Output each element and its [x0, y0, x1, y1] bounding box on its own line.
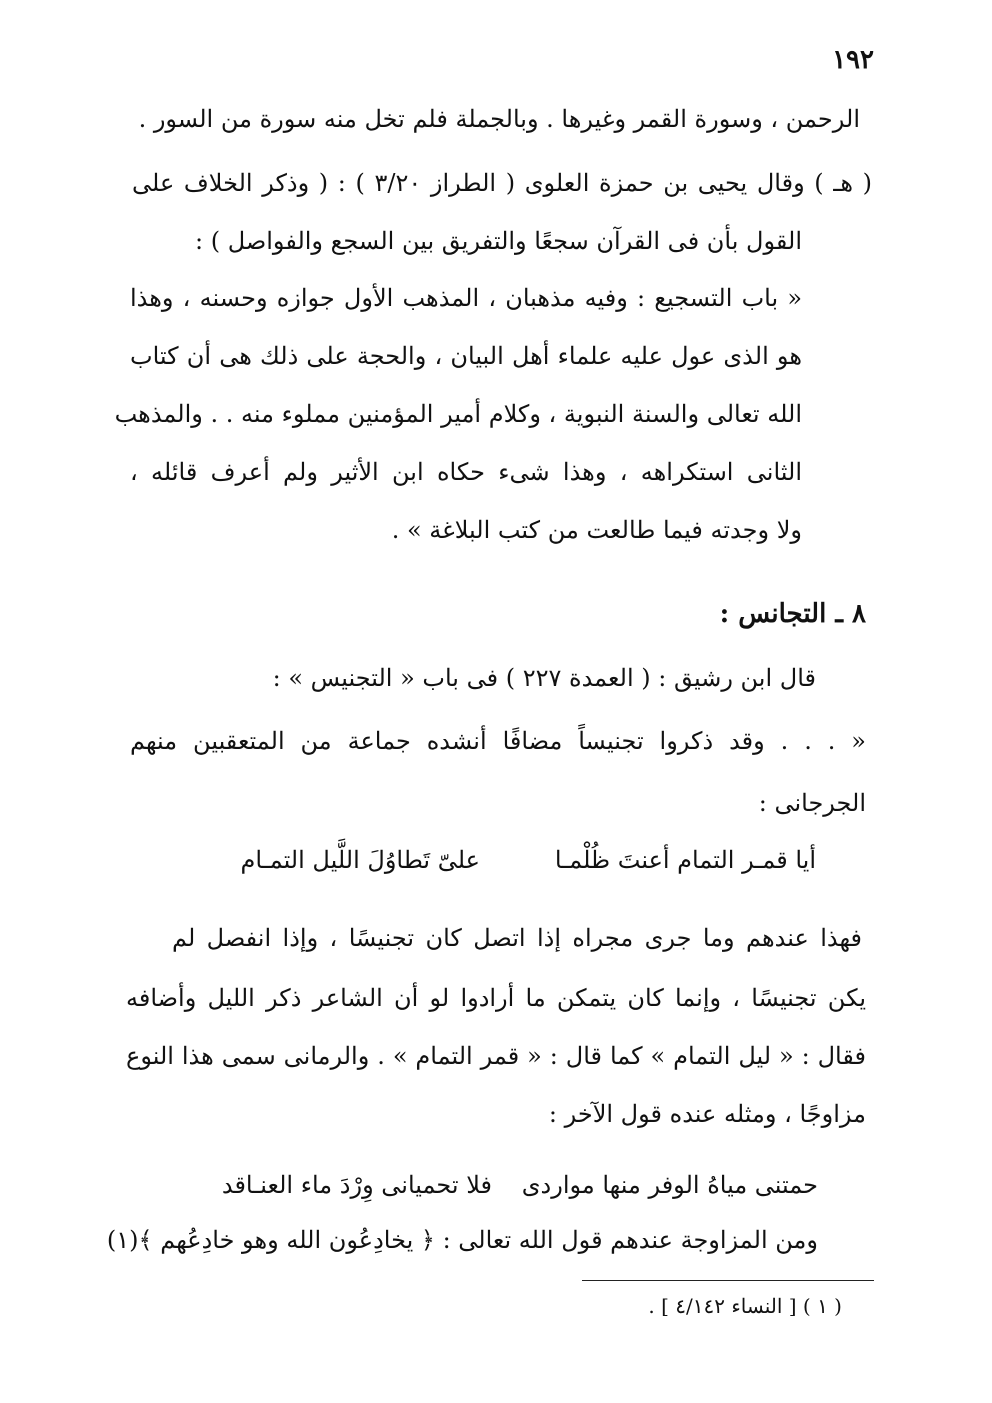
verse-hemistich-first: أيا قمـر التمام أعنتَ ظُلْمـا: [554, 846, 816, 874]
text-line: الرحمن ، وسورة القمر وغيرها . وبالجملة فلم تخل منه سورة من السور .: [138, 105, 860, 133]
text-line: القول بأن فى القرآن سجعًا والتفريق بين السجع والفواصل ) :: [194, 227, 802, 255]
text-line: فقال : « ليل التمام » كما قال : « قمر التمام » . والرمانى سمى هذا النوع: [126, 1042, 866, 1070]
verse-hemistich-first: حمتنى مياهُ الوفر منها مواردى: [521, 1171, 818, 1199]
footnote: ( ١ ) [ النساء ٤/١٤٢ ] .: [648, 1294, 842, 1318]
text-line: الثانى استكراهه ، وهذا شىء حكاه ابن الأثير ولم أعرف قائله ،: [130, 458, 802, 486]
text-line: ولا وجدته فيما طالعت من كتب البلاغة » .: [391, 516, 802, 544]
text-line: « باب التسجيع : وفيه مذهبان ، المذهب الأول جوازه وحسنه ، وهذا: [130, 284, 802, 312]
page-number: ١٩٢: [832, 45, 874, 75]
text-line: يكن تجنيسًا ، وإنما كان يتمكن ما أرادوا لو أن الشاعر ذكر الليل وأضافه: [126, 984, 866, 1012]
text-line: الله تعالى والسنة النبوية ، وكلام أمير المؤمنين مملوء منه . . والمذهب: [114, 400, 802, 428]
section-heading: ٨ ـ التجانس :: [719, 599, 866, 629]
verse-hemistich-second: فلا تحميانى وِرْدَ ماء العنـاقد: [221, 1171, 492, 1199]
verse-hemistich-second: علىّ تَطاوُلَ اللَّيل التمـام: [240, 846, 480, 874]
text-line: « . . . وقد ذكروا تجنيساً مضافًا أنشده جماعة من المتعقبين منهم: [130, 727, 866, 755]
text-line: ومن المزاوجة عندهم قول الله تعالى : ﴿ يخادِعُون الله وهو خادِعُهم ﴾(١): [106, 1226, 818, 1254]
text-line: قال ابن رشيق : ( العمدة ٢٢٧ ) فى باب « التجنيس » :: [272, 664, 816, 692]
text-line: مزاوجًا ، ومثله عنده قول الآخر :: [548, 1100, 866, 1128]
footnote-rule: [582, 1280, 874, 1281]
text-line: ( هـ ) وقال يحيى بن حمزة العلوى ( الطراز ٣/٢٠ ) : ( وذكر الخلاف على: [132, 169, 872, 197]
text-line: فهذا عندهم وما جرى مجراه إذا اتصل كان تجنيسًا ، وإذا انفصل لم: [172, 924, 862, 952]
text-line: هو الذى عول عليه علماء أهل البيان ، والحجة على ذلك هى أن كتاب: [130, 342, 802, 370]
text-line: الجرجانى :: [758, 789, 866, 817]
